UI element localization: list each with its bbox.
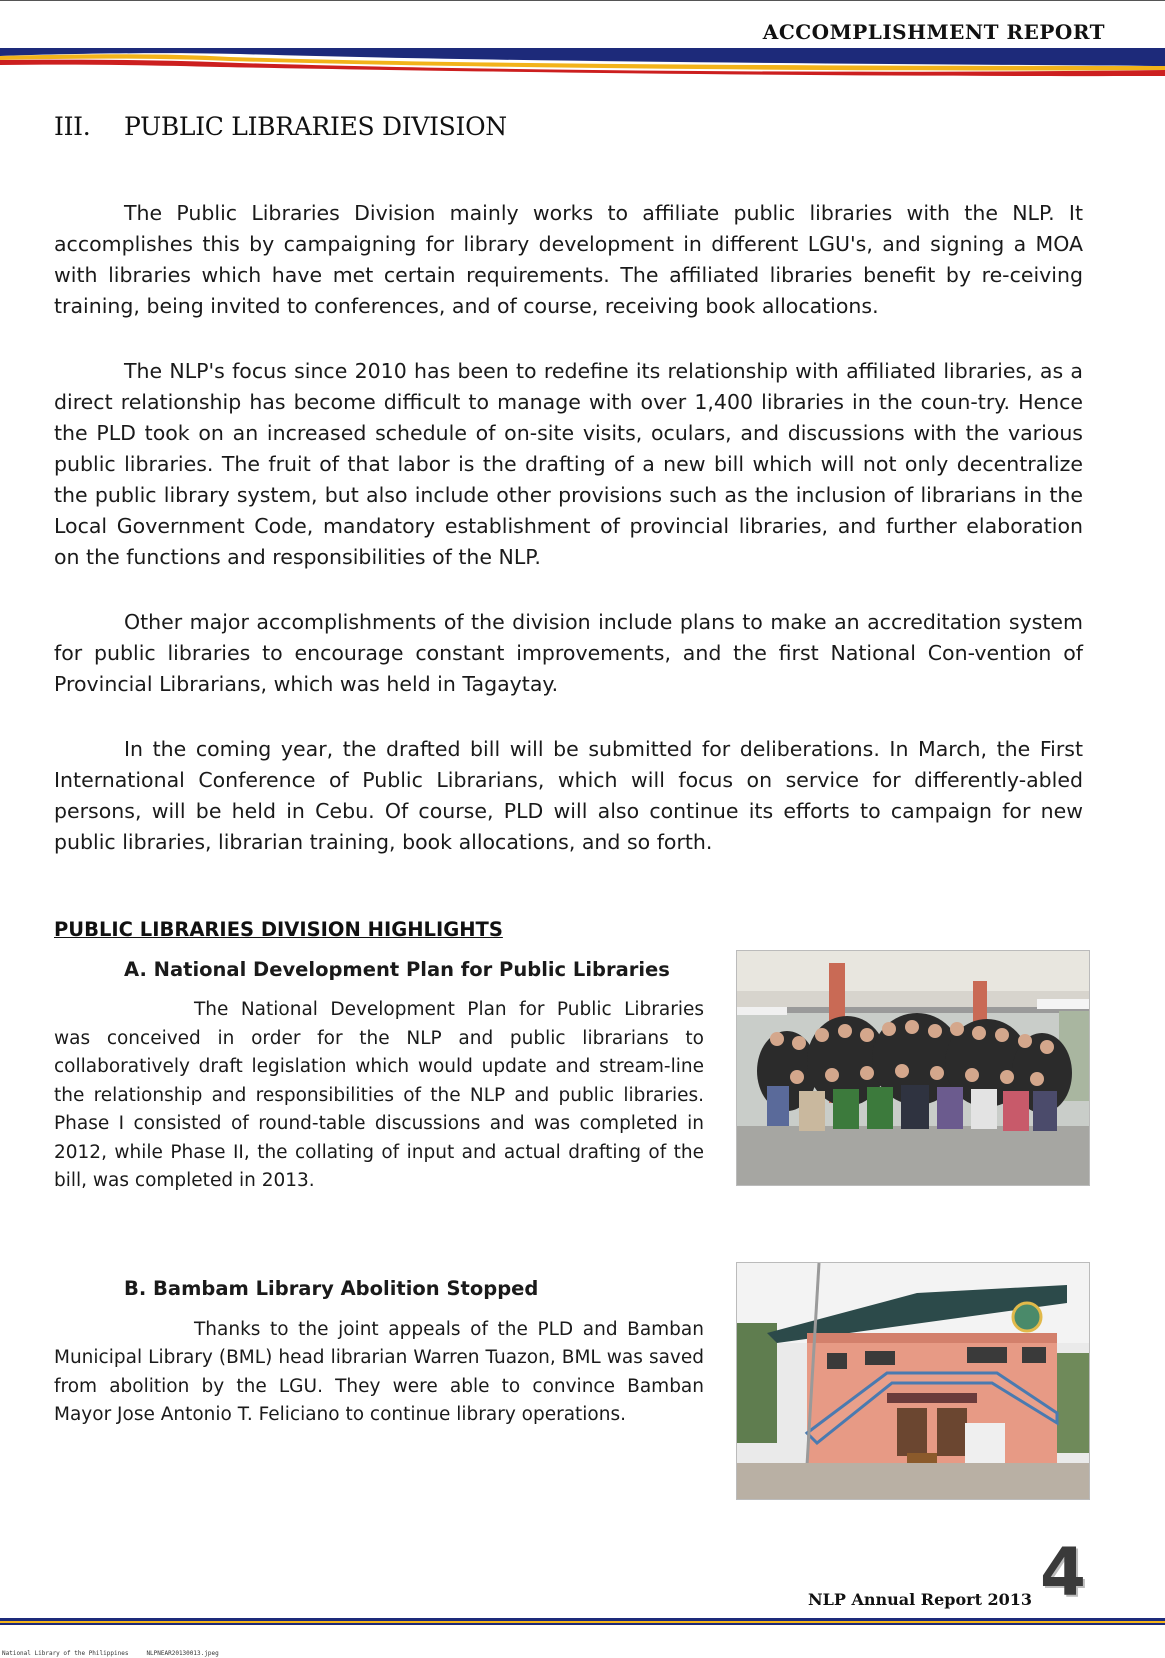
footer-source-left: National Library of the Philippines <box>2 1650 129 1657</box>
section-title: PUBLIC LIBRARIES DIVISION <box>124 112 507 141</box>
paragraph-2: The NLP's focus since 2010 has been to redefine its relationship with affiliated libraries, as a direct relationship has become difficult to manage with over 1,400 libraries in the coun-try. Hence the PLD took on an increased schedule of on-site visits, oculars, and discussions with the various public libraries. The fruit of that labor is the drafting of a new bill which will not only decentralize the public library system, but also include other provisions such as the inclusion of librarians in the Local Government Code, mandatory establishment of provincial libraries, and further elaboration on the functions and responsibilities of the NLP. <box>54 359 1083 569</box>
highlight-a-text: The National Development Plan for Public Libraries was conceived in order for the NLP and public librarians to collaboratively draft legislation which would update and stream-line the relationship and responsibilities of the NLP and public libraries. Phase I consisted of round-table discussions and was completed in 2012, while Phase II, the collating of input and actual drafting of the bill, was completed in 2013. <box>54 999 704 1191</box>
highlight-a-heading: A. National Development Plan for Public Libraries <box>124 958 670 981</box>
paragraph-3: Other major accomplishments of the division include plans to make an accreditation system for public libraries to encourage constant improvements, and the first National Con-vention of Provincial Librarians, which was held in Tagaytay. <box>54 610 1083 696</box>
page-number: 4 <box>1040 1534 1086 1611</box>
footer-label: NLP Annual Report 2013 <box>808 1590 1033 1609</box>
highlight-b-heading: B. Bambam Library Abolition Stopped <box>124 1277 539 1300</box>
body-text <box>54 198 1083 892</box>
header-title: ACCOMPLISHMENT REPORT <box>762 20 1105 44</box>
top-rule <box>0 0 1165 1</box>
highlight-b-text: Thanks to the joint appeals of the PLD and Bamban Municipal Library (BML) head librarian Warren Tuazon, BML was saved from abolition by the LGU. They were able to convince Bamban Mayor Jose Antonio T. Feliciano to continue library operations. <box>54 1318 704 1425</box>
paragraph-1: The Public Libraries Division mainly works to affiliate public libraries with the NLP. It accomplishes this by campaigning for library development in different LGU's, and signing a MOA with libraries which have met certain requirements. The affiliated libraries benefit by re-ceiving training, being invited to conferences, and of course, receiving book allocations. <box>54 201 1083 318</box>
footer-source-right: NLPNEAR20130013.jpeg <box>146 1650 219 1657</box>
footer-source <box>2 1650 219 1657</box>
paragraph-4: In the coming year, the drafted bill will be submitted for deliberations. In March, the First International Conference of Public Librarians, which will focus on service for differently-abled persons, will be held in Cebu. Of course, PLD will also continue its efforts to campaign for new public libraries, librarian training, book allocations, and so forth. <box>54 737 1083 854</box>
section-number: III. <box>54 112 91 141</box>
highlight-b <box>54 1275 704 1430</box>
footer-rule <box>0 1618 1165 1626</box>
library-building-photo <box>736 1262 1090 1500</box>
section-heading <box>54 112 507 141</box>
highlight-a <box>54 956 704 1196</box>
header-ribbon <box>0 44 1165 80</box>
group-photo <box>736 950 1090 1186</box>
highlights-title: PUBLIC LIBRARIES DIVISION HIGHLIGHTS <box>54 918 503 941</box>
